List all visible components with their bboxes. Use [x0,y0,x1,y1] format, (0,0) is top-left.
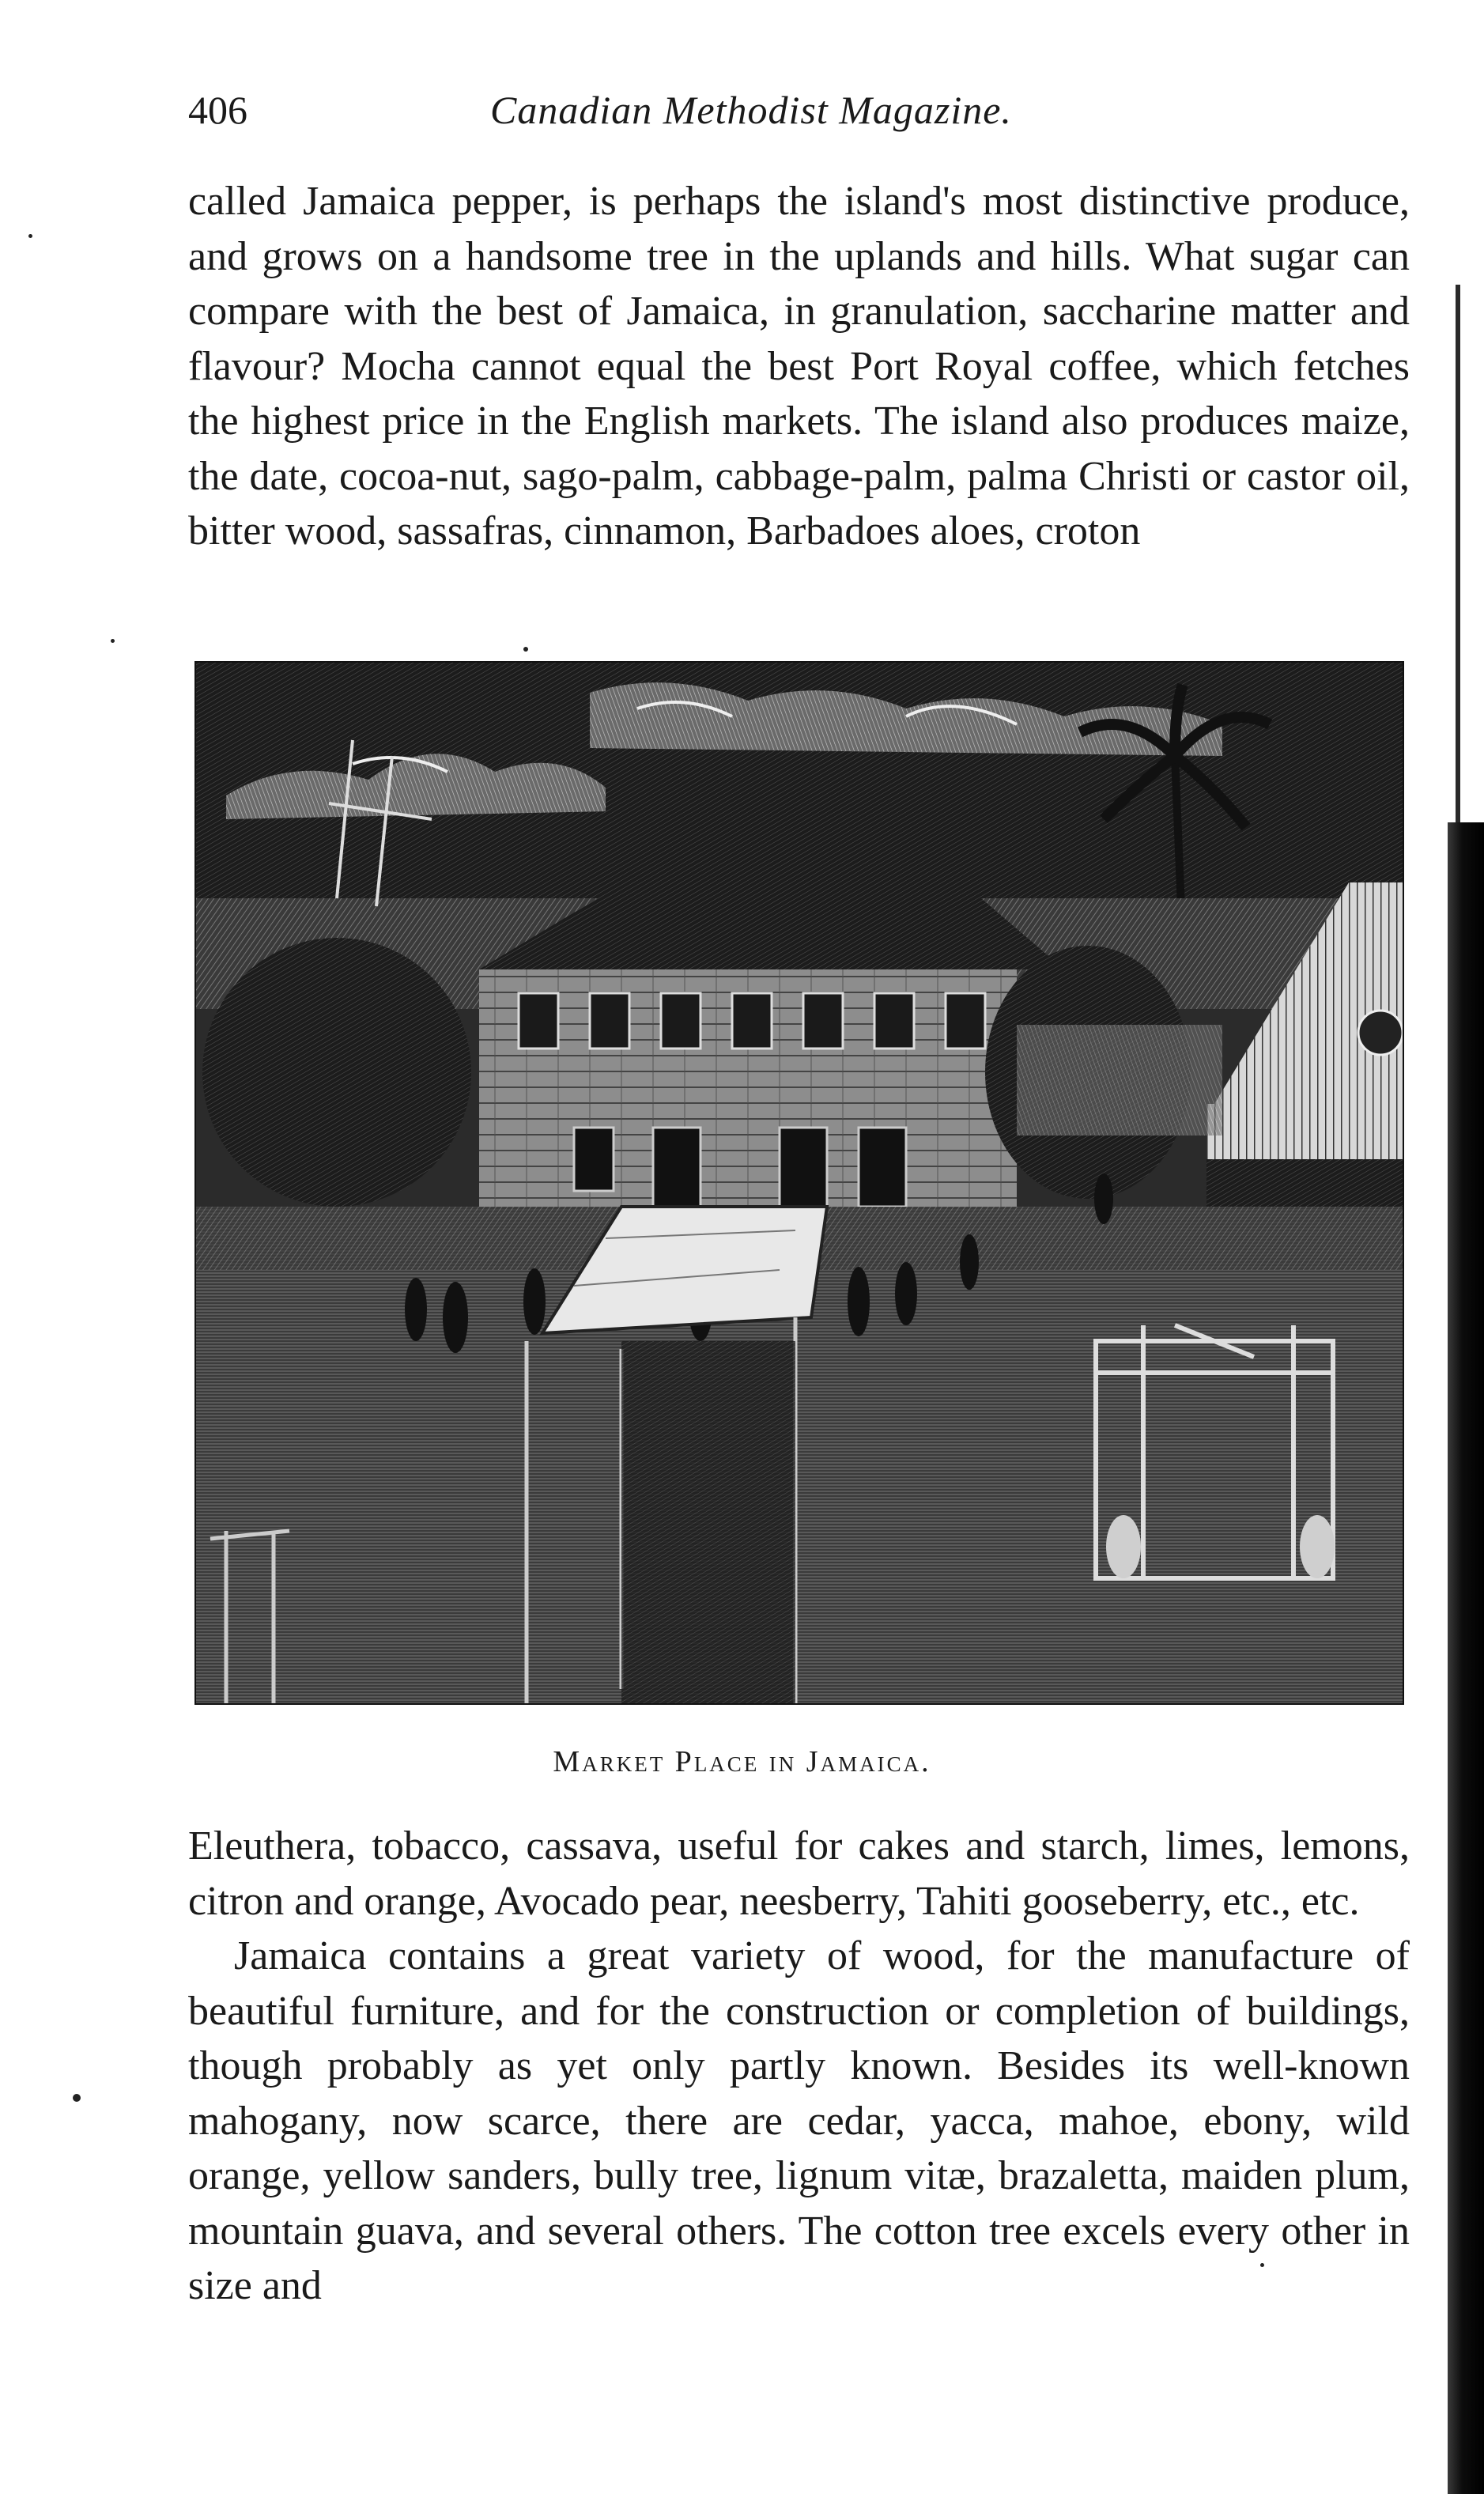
paragraph-continuation: Eleuthera, tobacco, cassava, useful for cakes and starch, limes, lemons, citron and orange, Avocado pear, neesberry, Tahiti gooseberry, etc., etc. [188,1823,1410,1924]
binding-edge [1448,822,1484,2494]
page-header [188,87,1406,142]
scan-speck [1260,2263,1264,2267]
paragraph-continued: called Jamaica pepper, is perhaps the island's most distinctive produce, and grows on a handsome tree in the uplands and hills. What sugar can compare with the best of Jamaica, in granulation, saccharine matter and flavour? Mocha cannot equal the best Port Royal coffee, which fetches the highest price in the English markets. The island also produces maize, the date, cocoa-nut, sago-palm, cabbage-palm, palma Christi or castor oil, bitter wood, sassafras, cinnamon, Barbadoes aloes, croton [188,179,1410,554]
engraving-market-place [194,661,1404,1705]
binding-shadow [1456,285,1460,822]
scan-speck [73,2094,81,2102]
engraving-illustration [194,661,1404,1705]
figure-caption: Market Place in Jamaica. [553,1745,931,1778]
scan-speck [523,647,528,652]
page-number: 406 [188,88,247,132]
scan-speck [111,639,115,643]
body-text-top [188,174,1410,559]
body-text-bottom [188,1819,1410,2314]
running-head: Canadian Methodist Magazine. [490,88,1012,132]
paragraph-woods: Jamaica contains a great variety of wood, for the manufacture of beautiful furniture, and for the construction or completion of buildings, though probably as yet only partly known. Besides its well-known mahogany, now scarce, there are cedar, yacca, mahoe, ebony, wild orange, yellow sanders, bully tree, lignum vitæ, brazaletta, maiden plum, mountain guava, and several others. The cotton tree excels every other in size and [188,1933,1410,2308]
scan-speck [28,234,32,238]
